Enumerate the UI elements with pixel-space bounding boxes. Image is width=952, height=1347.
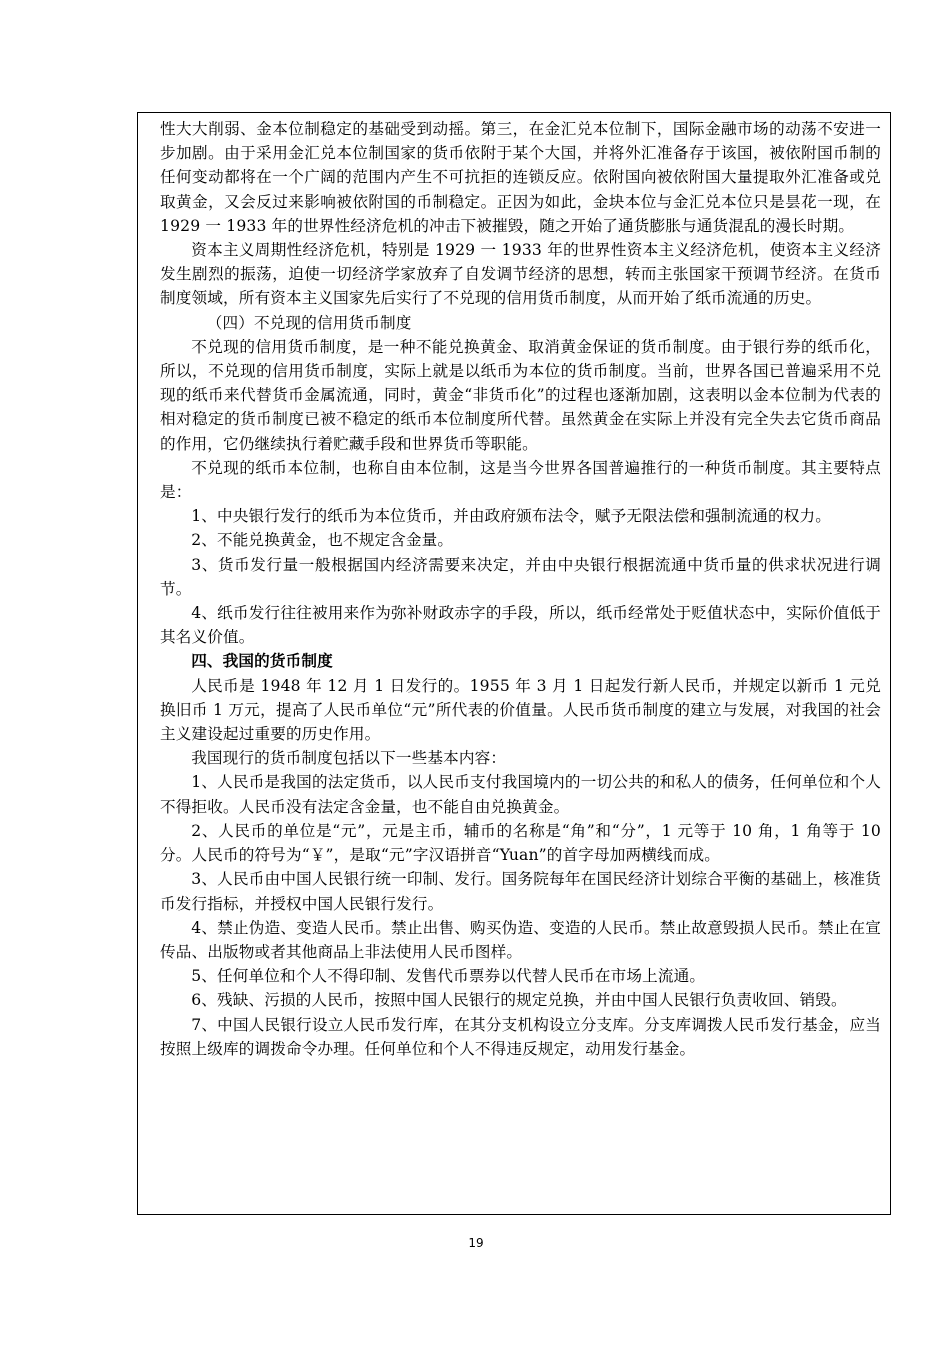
- list-item-feature-3: 3、货币发行量一般根据国内经济需要来决定，并由中央银行根据流通中货币量的供求状况进行调节。: [160, 555, 881, 598]
- paragraph-fiat-definition: 不兑现的信用货币制度，是一种不能兑换黄金、取消黄金保证的货币制度。由于银行券的纸币化，所以，不兑现的信用货币制度，实际上就是以纸币为本位的货币制度。当前，世界各国已普遍采用不兑现的纸币来代替货币金属流通，同时，黄金“非货币化”的过程也逐渐加剧，这表明以金本位制为代表的相对稳定的货币制度已被不稳定的纸币本位制度所代替。虽然黄金在实际上并没有完全失去它货币商品的作用，它仍继续执行着贮藏手段和世界货币等职能。: [160, 337, 881, 453]
- list-item-rmb-1: 1、人民币是我国的法定货币，以人民币支付我国境内的一切公共的和私人的债务，任何单位和个人不得拒收。人民币没有法定含金量，也不能自由兑换黄金。: [160, 773, 881, 816]
- list-item-rmb-7: 7、中国人民银行设立人民币发行库，在其分支机构设立分支库。分支库调拨人民币发行基金，应当按照上级库的调拨命令办理。任何单位和个人不得违反规定，动用发行基金。: [160, 1015, 881, 1058]
- paragraph-fiat-features-intro: 不兑现的纸币本位制，也称自由本位制，这是当今世界各国普遍推行的一种货币制度。其主要特点是：: [160, 458, 881, 502]
- list-item-rmb-2: 2、人民币的单位是“元”，元是主币，辅币的名称是“角”和“分”，1 元等于 10 角，1 角等于 10 分。人民币的符号为“￥”，是取“元”字汉语拼音“Yuan”的首字母加两横线而成。: [160, 821, 881, 865]
- paragraph-economic-crisis: 资本主义周期性经济危机，特别是 1929 一 1933 年的世界性资本主义经济危机，使资本主义经济发生剧烈的振荡，迫使一切经济学家放弃了自发调节经济的思想，转而主张国家干预调节经济。在货币制度领域，所有资本主义国家先后实行了不兑现的信用货币制度，从而开始了纸币流通的历史。: [160, 241, 881, 308]
- content-frame: [137, 112, 891, 1215]
- subsection-heading: （四）不兑现的信用货币制度: [206, 313, 412, 332]
- page-number: 19: [468, 1236, 484, 1250]
- list-item-rmb-4: 4、禁止伪造、变造人民币。禁止出售、购买伪造、变造的人民币。禁止故意毁损人民币。禁止在宣传品、出版物或者其他商品上非法使用人民币图样。: [160, 918, 881, 961]
- paragraph-continuation: 性大大削弱、金本位制稳定的基础受到动摇。第三，在金汇兑本位制下，国际金融市场的动荡不安进一步加剧。由于采用金汇兑本位制国家的货币依附于某个大国，并将外汇准备存于该国，被依附国币制的任何变动都将在一个广阔的范围内产生不可抗拒的连锁反应。依附国向被依附国大量提取外汇准备或兑取黄金，又会反过来影响被依附国的币制稳定。正因为如此，金块本位与金汇兑本位只是昙花一现，在 1929 一 1933 年的世界性经济危机的冲击下被摧毁，随之开始了通货膨胀与通货混乱的漫长时期。: [160, 120, 881, 235]
- list-item-rmb-6: 6、残缺、污损的人民币，按照中国人民银行的规定兑换，并由中国人民银行负责收回、销毁。: [191, 991, 847, 1010]
- section-heading: 四、我国的货币制度: [191, 651, 333, 671]
- paragraph-current-system-intro: 我国现行的货币制度包括以下一些基本内容：: [191, 749, 507, 768]
- list-item-rmb-5: 5、任何单位和个人不得印制、发售代币票券以代替人民币在市场上流通。: [191, 967, 706, 986]
- list-item-feature-1: 1、中央银行发行的纸币为本位货币，并由政府颁布法令，赋予无限法偿和强制流通的权力。: [191, 507, 832, 526]
- list-item-rmb-3: 3、人民币由中国人民银行统一印制、发行。国务院每年在国民经济计划综合平衡的基础上，核准货币发行指标，并授权中国人民银行发行。: [160, 870, 881, 913]
- list-item-feature-2: 2、不能兑换黄金，也不规定含金量。: [191, 531, 454, 550]
- paragraph-rmb-history: 人民币是 1948 年 12 月 1 日发行的。1955 年 3 月 1 日起发行新人民币，并规定以新币 1 元兑换旧币 1 万元，提高了人民币单位“元”所代表的价值量。人民币货币制度的建立与发展，对我国的社会主义建设起过重要的历史作用。: [160, 676, 881, 744]
- list-item-feature-4: 4、纸币发行往往被用来作为弥补财政赤字的手段，所以，纸币经常处于贬值状态中，实际价值低于其名义价值。: [160, 604, 881, 647]
